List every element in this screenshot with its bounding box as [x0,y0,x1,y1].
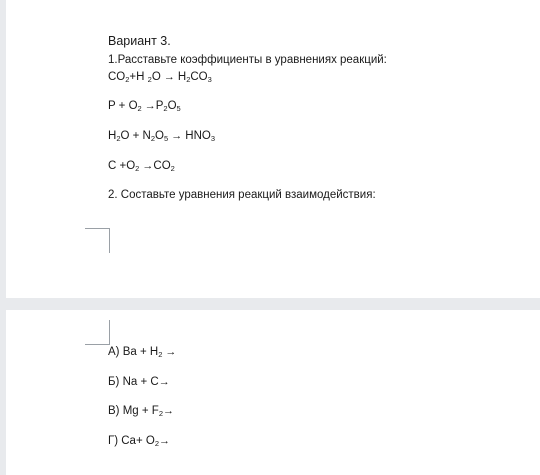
task1-heading: 1.Расставьте коэффициенты в уравнениях реакций: [108,54,387,66]
document-page-2 [6,310,540,475]
reaction-item-a: А) $Ba + H_2$ → [108,346,177,359]
variant-title: Вариант 3. [108,34,171,48]
page-margin-corner-mark [85,320,110,345]
equation-2: $P + O_2 \to P_2O_5$ [108,100,181,113]
equation-4: $C +O_2 \to CO_2$ [108,160,175,173]
reaction-item-v: В) $Mg + F_2\to$ [108,405,174,418]
reaction-item-g: Г) $Ca+ O_2\to$ [108,435,170,448]
equation-3: $H_2O + N_2O_5 \to HNO_3$ [108,130,215,143]
page-margin-corner-mark [85,228,110,253]
equation-1: $CO_2+H$ $_2O \to H_2CO_3$ [108,71,212,84]
task2-heading: 2. Составьте уравнения реакций взаимодействия: [108,189,376,201]
reaction-item-b: Б) Na + C→ [108,376,170,388]
document-page-1 [6,0,540,298]
